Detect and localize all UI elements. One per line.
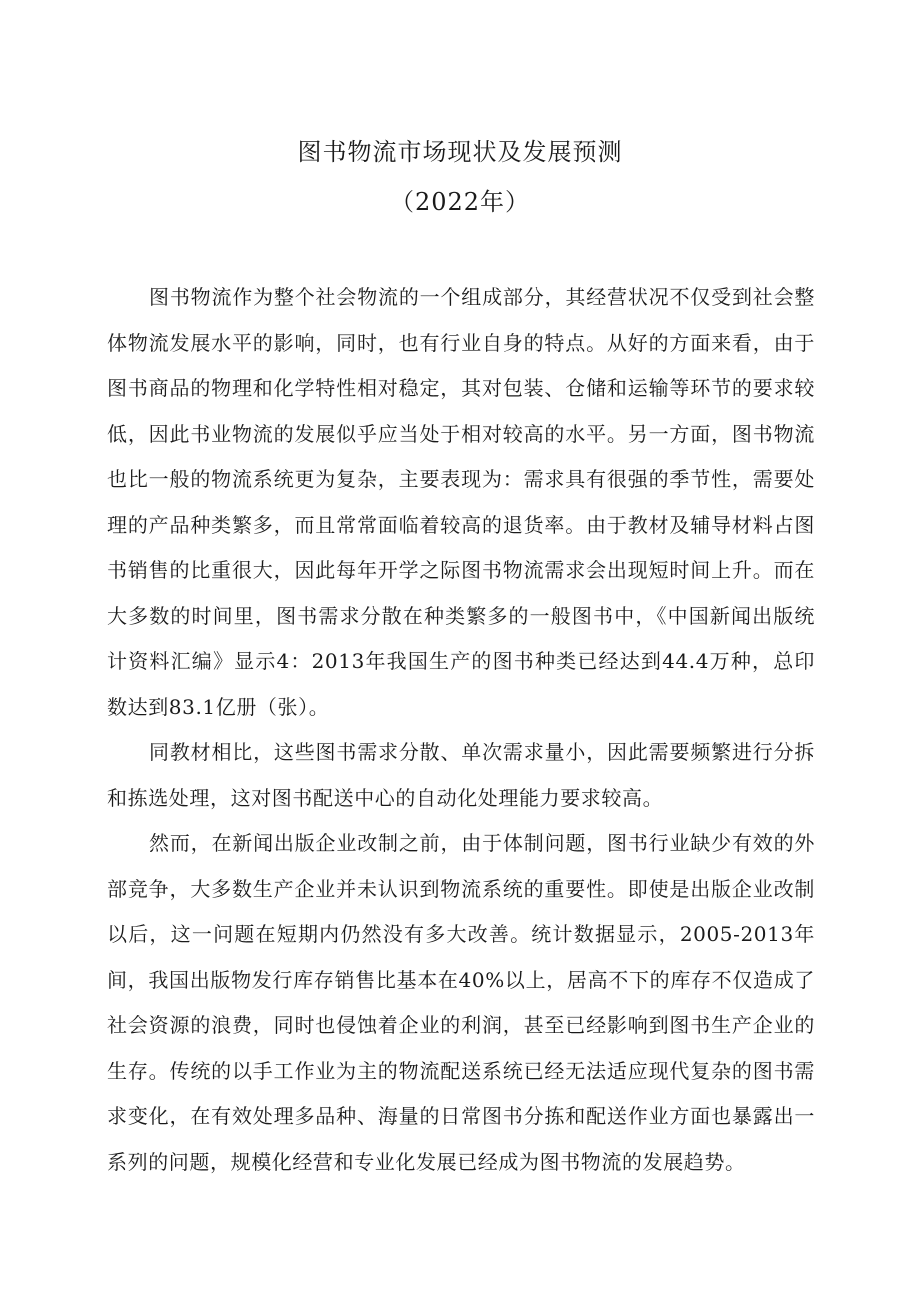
document-body xyxy=(107,275,815,1185)
paragraph-2: 同教材相比，这些图书需求分散、单次需求量小，因此需要频繁进行分拆和拣选处理，这对图书配送中心的自动化处理能力要求较高。 xyxy=(107,740,815,810)
document-subtitle: （2022年） xyxy=(389,188,531,216)
paragraph-1: 图书物流作为整个社会物流的一个组成部分，其经营状况不仅受到社会整体物流发展水平的影响，同时，也有行业自身的特点。从好的方面来看，由于图书商品的物理和化学特性相对稳定，其对包装、仓储和运输等环节的要求较低，因此书业物流的发展似乎应当处于相对较高的水平。另一方面，图书物流也比一般的物流系统更为复杂，主要表现为：需求具有很强的季节性，需要处理的产品种类繁多，而且常常面临着较高的退货率。由于教材及辅导材料占图书销售的比重很大，因此每年开学之际图书物流需求会出现短时间上升。而在大多数的时间里，图书需求分散在种类繁多的一般图书中，《中国新闻出版统计资料汇编》显示4：2013年我国生产的图书种类已经达到44.4万种，总印数达到83.1亿册（张）。 xyxy=(107,285,815,719)
document-title: 图书物流市场现状及发展预测 xyxy=(297,138,623,166)
paragraph-3: 然而，在新闻出版企业改制之前，由于体制问题，图书行业缺少有效的外部竞争，大多数生产企业并未认识到物流系统的重要性。即使是出版企业改制以后，这一问题在短期内仍然没有多大改善。统计数据显示，2005-2013年间，我国出版物发行库存销售比基本在40%以上，居高不下的库存不仅造成了社会资源的浪费，同时也侵蚀着企业的利润，甚至已经影响到图书生产企业的生存。传统的以手工作业为主的物流配送系统已经无法适应现代复杂的图书需求变化，在有效处理多品种、海量的日常图书分拣和配送作业方面也暴露出一系列的问题，规模化经营和专业化发展已经成为图书物流的发展趋势。 xyxy=(107,831,815,1174)
